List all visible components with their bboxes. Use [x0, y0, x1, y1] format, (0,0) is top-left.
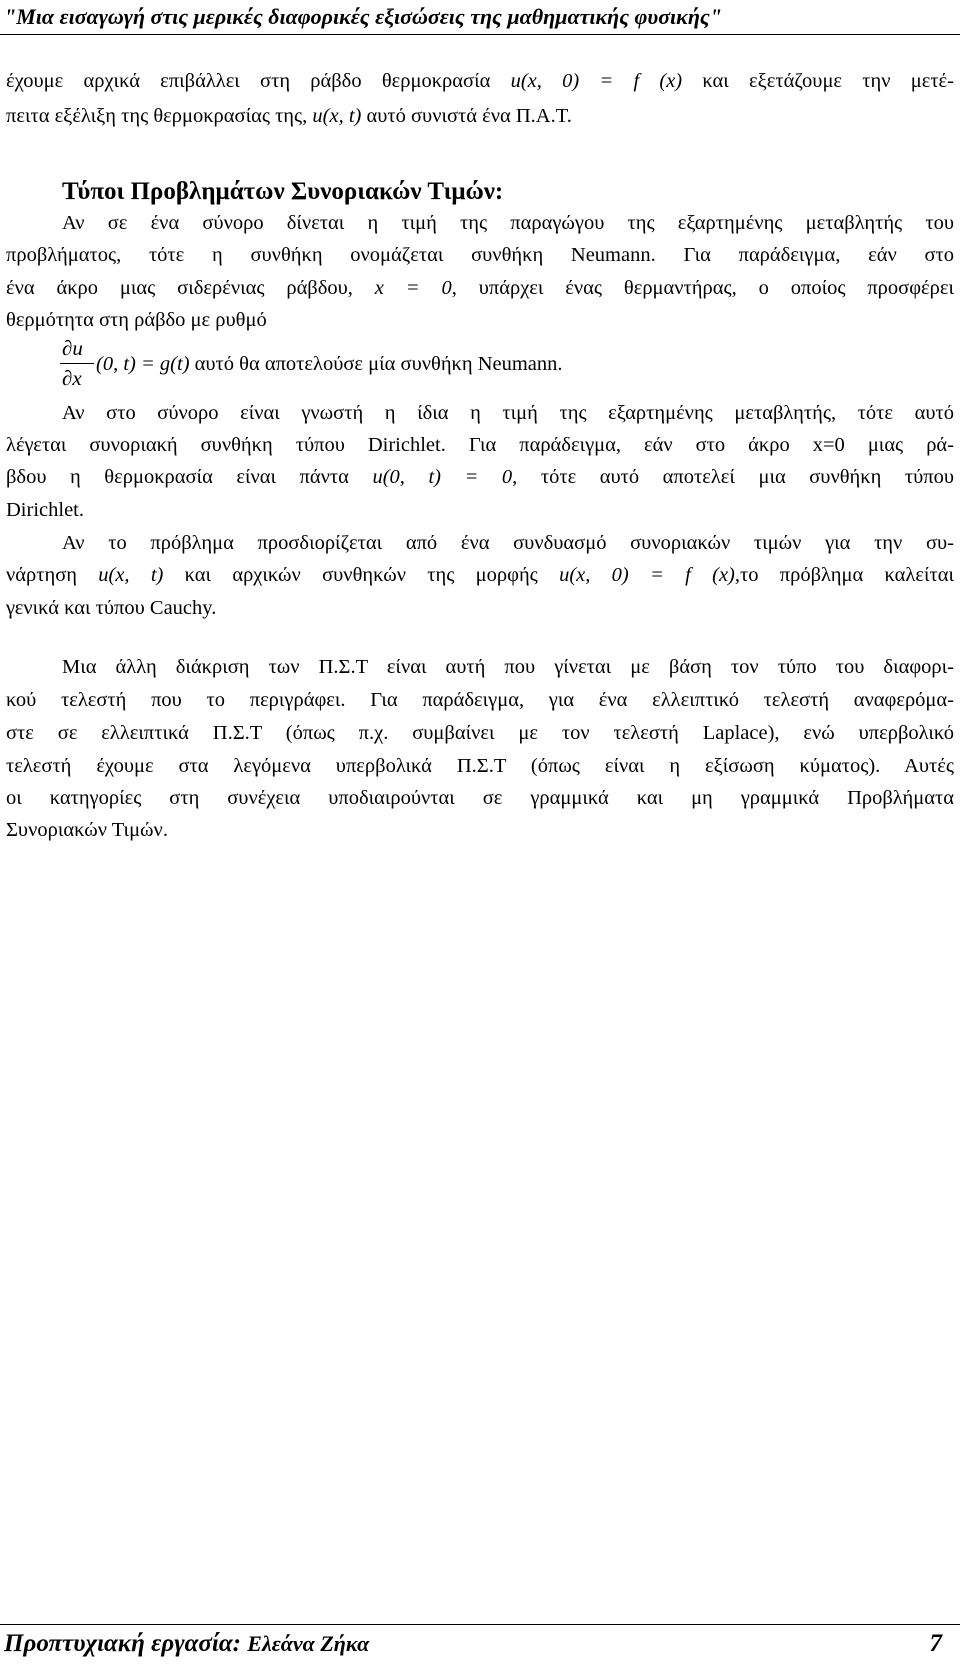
paragraph-line: προβλήματος, τότε η συνθήκη ονομάζεται συνθήκη Neumann. Για παράδειγμα, εάν στο — [6, 244, 954, 266]
header-rule — [0, 34, 960, 35]
paragraph-line: Συνοριακών Τιμών. — [6, 819, 168, 841]
footer-author: Ελεάνα Ζήκα — [247, 1631, 370, 1656]
paragraph-line: τελεστή έχουμε στα λεγόμενα υπερβολικά Π.Σ.Τ (όπως είναι η εξίσωση κύματος). Αυτές — [6, 755, 954, 777]
paragraph-line: κού τελεστή που το περιγράφει. Για παράδειγμα, για ένα ελλειπτικό τελεστή αναφερόμα- — [6, 689, 954, 711]
paragraph-line: Μια άλλη διάκριση των Π.Σ.Τ είναι αυτή που γίνεται με βάση τον τύπο του διαφορι- — [62, 656, 954, 678]
math-expression: x = 0 — [374, 277, 452, 299]
footer-label — [4, 1630, 369, 1658]
page-number: 7 — [929, 1630, 942, 1657]
section-title: Τύποι Προβλημάτων Συνοριακών Τιμών: — [62, 178, 504, 205]
fraction-bar — [60, 363, 94, 364]
text-span: πειτα εξέλιξη της θερμοκρασίας της, — [6, 105, 313, 127]
math-expression: u(x, t) — [312, 105, 362, 127]
text-span: νάρτηση — [6, 564, 99, 586]
text-span: βδου η θερμοκρασία είναι πάντα — [6, 466, 373, 488]
text-span: αυτό θα αποτελούσε μία συνθήκη Neumann. — [189, 353, 563, 375]
running-header: "Μια εισαγωγή στις μερικές διαφορικές εξισώσεις της μαθηματικής φυσικής" — [4, 4, 722, 29]
paragraph-line: Αν στο σύνορο είναι γνωστή η ίδια η τιμή της εξαρτημένης μεταβλητής, τότε αυτό — [62, 402, 954, 424]
footer-title: Προπτυχιακή εργασία: — [4, 1630, 242, 1657]
paragraph-line — [6, 466, 954, 489]
paragraph-line: γενικά και τύπου Cauchy. — [6, 597, 217, 619]
math-expression: u(x, t) — [98, 564, 164, 586]
paragraph-line — [6, 277, 954, 300]
fraction-numerator: ∂u — [62, 336, 83, 360]
paragraph-line: θερμότητα στη ράβδο με ρυθμό — [6, 309, 267, 331]
text-span: ένα άκρο μιας σιδερένιας ράβδου, — [6, 277, 375, 299]
text-span: και αρχικών συνθηκών της μορφής — [163, 564, 560, 586]
paragraph-line: Αν το πρόβλημα προσδιορίζεται από ένα συνδυασμό συνοριακών τιμών για την συ- — [62, 532, 954, 554]
text-span: , τότε αυτό αποτελεί μια συνθήκη τύπου — [512, 466, 954, 488]
fraction-denominator: ∂x — [62, 366, 82, 390]
footer-rule — [0, 1624, 960, 1625]
partial-derivative-fraction — [60, 336, 96, 392]
math-expression: u(0, t) = 0 — [372, 466, 513, 488]
paragraph-line: Αν σε ένα σύνορο δίνεται η τιμή της παραγώγου της εξαρτημένης μεταβλητής του — [62, 212, 954, 234]
paragraph-line: οι κατηγορίες στη συνέχεια υποδιαιρούνται σε γραμμικά και μη γραμμικά Προβλήματα — [6, 787, 954, 809]
paragraph-line: λέγεται συνοριακή συνθήκη τύπου Dirichlet. Για παράδειγμα, εάν στο άκρο x=0 μιας ρά- — [6, 434, 954, 456]
math-expression: (0, t) = g(t) — [96, 353, 190, 375]
paragraph-line — [6, 105, 954, 128]
paragraph-line — [6, 564, 954, 587]
text-span: ,το πρόβλημα καλείται — [734, 564, 954, 586]
equation-line — [96, 353, 563, 376]
math-expression: u(x, 0) = f (x) — [559, 564, 735, 586]
text-span: έχουμε αρχικά επιβάλλει στη ράβδο θερμοκρασία — [6, 70, 511, 92]
paragraph-line: στε σε ελλειπτικά Π.Σ.Τ (όπως π.χ. συμβαίνει με τον τελεστή Laplace), ενώ υπερβολικό — [6, 722, 954, 744]
math-expression: u(x, 0) = f (x) — [510, 70, 683, 92]
paragraph-line: Dirichlet. — [6, 499, 84, 521]
paragraph-line — [6, 70, 954, 93]
text-span: αυτό συνιστά ένα Π.Α.Τ. — [361, 105, 572, 127]
text-span: , υπάρχει ένας θερμαντήρας, ο οποίος προσφέρει — [451, 277, 955, 299]
text-span: και εξετάζουμε την μετέ- — [682, 70, 954, 92]
